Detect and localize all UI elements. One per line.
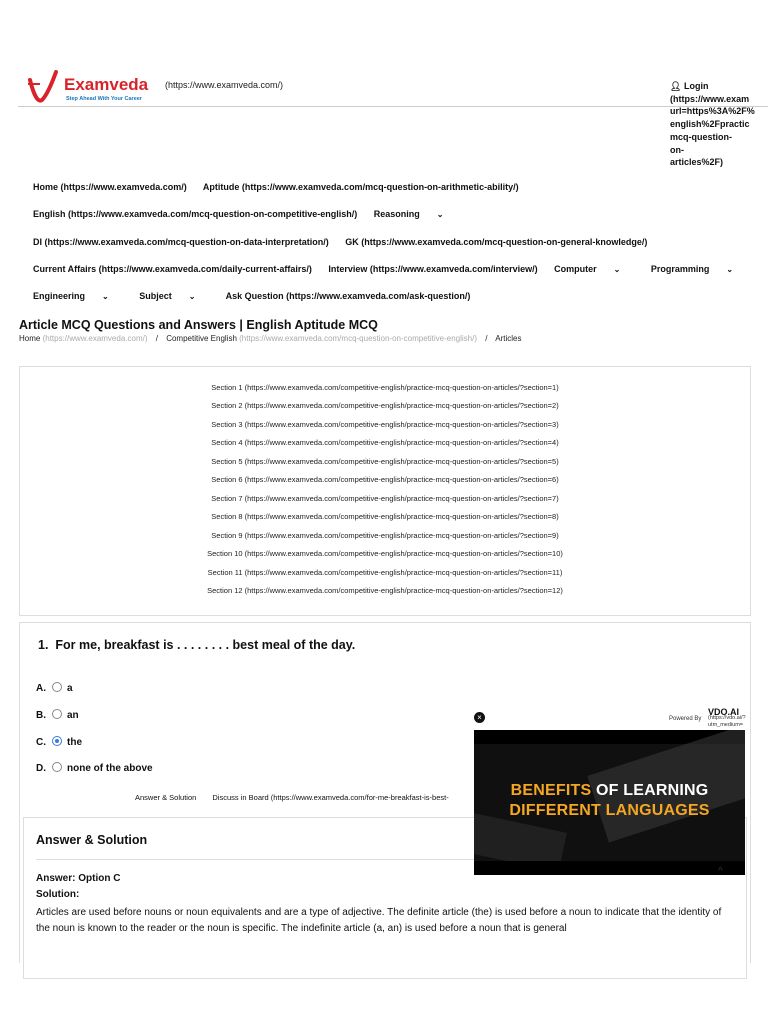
nav-item-home[interactable]: Home (https://www.examveda.com/) [33, 182, 187, 192]
login-url-line: (https://www.exam [670, 93, 750, 104]
section-link[interactable]: Section 1 (https://www.examveda.com/competitive-english/practice-mcq-question-on-articles/?section=1) [211, 383, 559, 392]
nav-item-gk[interactable]: GK (https://www.examveda.com/mcq-question-on-general-knowledge/) [345, 237, 648, 247]
solution-label: Solution: [36, 889, 80, 900]
option-letter: C. [36, 737, 46, 748]
question-actions [135, 793, 463, 802]
chevron-down-icon: ⌄ [726, 265, 734, 274]
question-text [38, 638, 355, 652]
chevron-down-icon: ⌄ [102, 292, 109, 301]
option-radio-selected[interactable] [52, 736, 62, 746]
ad-headline-highlight: BENEFITS [510, 782, 592, 799]
breadcrumb-category[interactable]: Competitive English [166, 334, 237, 343]
nav-item-computer[interactable] [554, 264, 634, 274]
answer-option: Answer: Option C [36, 873, 121, 884]
nav-item-programming[interactable] [651, 264, 747, 274]
nav-row [33, 237, 661, 247]
nav-row [33, 182, 533, 192]
nav-item-label: Computer [554, 264, 597, 274]
nav-item-english[interactable]: English (https://www.examveda.com/mcq-question-on-competitive-english/) [33, 209, 358, 219]
ad-collapse-icon[interactable]: ^ [718, 866, 723, 877]
ad-close-icon[interactable]: × [474, 712, 485, 723]
header-divider [18, 106, 768, 107]
nav-row [33, 264, 761, 274]
nav-item-label: Engineering [33, 291, 86, 301]
ad-headline-line1 [474, 782, 745, 800]
ad-headline-line2: DIFFERENT LANGUAGES [509, 802, 710, 819]
nav-item-subject[interactable] [139, 291, 209, 301]
logo-wordmark: Examveda [64, 75, 149, 94]
question-number: 1. [38, 638, 49, 652]
option-text: none of the above [67, 763, 153, 774]
option-radio[interactable] [52, 682, 62, 692]
chevron-down-icon: ⌄ [613, 265, 621, 274]
option-text: an [67, 710, 79, 721]
chevron-down-icon: ⌄ [436, 210, 444, 219]
logo-tagline: Step Ahead With Your Career [66, 96, 142, 102]
solution-text: Articles are used before nouns or noun equivalents and are a type of adjective. The definite article (the) is used before a noun to indicate that the identity of the noun is known to the reader or the noun is specific. The indefinite article (a, an) is used before a noun that is general [36, 907, 722, 934]
section-link[interactable]: Section 3 (https://www.examveda.com/competitive-english/practice-mcq-question-on-articles/?section=3) [211, 420, 559, 429]
login-url-line: on- [670, 144, 684, 155]
section-link[interactable]: Section 5 (https://www.examveda.com/competitive-english/practice-mcq-question-on-articles/?section=5) [211, 457, 559, 466]
examveda-logo[interactable] [26, 70, 166, 106]
breadcrumb-current: Articles [495, 334, 522, 343]
section-link[interactable]: Section 8 (https://www.examveda.com/competitive-english/practice-mcq-question-on-articles/?section=8) [211, 512, 559, 521]
user-icon: 👤︎ [670, 81, 682, 91]
ad-powered-by: Powered By [669, 716, 702, 722]
login-label: Login [683, 81, 709, 91]
nav-item-interview[interactable]: Interview (https://www.examveda.com/interview/) [328, 264, 538, 274]
nav-item-label: Subject [139, 291, 172, 301]
discuss-link[interactable]: Discuss in Board (https://www.examveda.com/for-me-breakfast-is-best- [212, 793, 449, 802]
nav-item-reasoning[interactable] [374, 209, 458, 219]
breadcrumb-home-url[interactable]: (https://www.examveda.com/) [42, 334, 148, 343]
nav-item-label: Programming [650, 264, 710, 274]
sections-panel [19, 366, 751, 616]
breadcrumb-home[interactable]: Home [19, 334, 41, 343]
option-text: the [67, 737, 82, 748]
login-link[interactable] [670, 80, 768, 169]
option-b[interactable] [36, 710, 79, 721]
logo-url-text[interactable]: (https://www.examveda.com/) [165, 80, 284, 90]
section-link[interactable]: Section 11 (https://www.examveda.com/competitive-english/practice-mcq-question-on-articles/?section=11) [207, 568, 563, 577]
nav-item-ask-question[interactable]: Ask Question (https://www.examveda.com/ask-question/) [225, 291, 471, 301]
section-link[interactable]: Section 6 (https://www.examveda.com/competitive-english/practice-mcq-question-on-articles/?section=6) [211, 475, 559, 484]
breadcrumb-category-url[interactable]: (https://www.examveda.com/mcq-question-on-competitive-english/) [239, 334, 478, 343]
nav-item-engineering[interactable] [33, 291, 123, 301]
nav-row [33, 209, 471, 219]
login-url-line: english%2Fpractic [670, 119, 750, 130]
section-link[interactable]: Section 9 (https://www.examveda.com/competitive-english/practice-mcq-question-on-articles/?section=9) [211, 531, 559, 540]
nav-row [33, 291, 484, 301]
question-body: For me, breakfast is . . . . . . . . best meal of the day. [55, 638, 356, 652]
login-url-line: articles%2F) [670, 157, 724, 168]
ad-video-player[interactable] [474, 730, 745, 875]
ad-headline-rest: OF LEARNING [591, 782, 709, 799]
ad-brand-url[interactable]: (https://vdo.ai/?utm_medium= [708, 715, 746, 728]
login-url-line: mcq-question- [670, 131, 732, 142]
option-text: a [67, 683, 73, 694]
nav-item-current-affairs[interactable]: Current Affairs (https://www.examveda.com/daily-current-affairs/) [33, 264, 312, 274]
option-letter: B. [36, 710, 46, 721]
section-link[interactable]: Section 2 (https://www.examveda.com/competitive-english/practice-mcq-question-on-articles/?section=2) [211, 401, 559, 410]
section-link[interactable]: Section 10 (https://www.examveda.com/competitive-english/practice-mcq-question-on-articles/?section=10) [207, 549, 563, 558]
answer-title: Answer & Solution [36, 833, 148, 847]
section-link[interactable]: Section 7 (https://www.examveda.com/competitive-english/practice-mcq-question-on-articles/?section=7) [211, 494, 559, 503]
breadcrumb [19, 334, 522, 343]
ad-video-bottombar [474, 861, 745, 875]
option-d[interactable] [36, 763, 153, 774]
nav-item-label: Reasoning [373, 209, 420, 219]
ad-brand[interactable]: VDO.AI [708, 707, 740, 717]
option-radio[interactable] [52, 762, 62, 772]
answer-solution-link[interactable]: Answer & Solution [135, 793, 197, 802]
chevron-down-icon: ⌄ [188, 292, 196, 301]
login-url-line: url=https%3A%2F% [670, 106, 755, 117]
nav-item-di[interactable]: DI (https://www.examveda.com/mcq-question-on-data-interpretation/) [33, 237, 329, 247]
section-link[interactable]: Section 4 (https://www.examveda.com/competitive-english/practice-mcq-question-on-articles/?section=4) [211, 438, 559, 447]
option-radio[interactable] [52, 709, 62, 719]
option-letter: A. [36, 683, 46, 694]
page-title: Article MCQ Questions and Answers | English Aptitude MCQ [19, 318, 378, 332]
option-letter: D. [36, 763, 46, 774]
option-c[interactable] [36, 737, 82, 748]
nav-item-aptitude[interactable]: Aptitude (https://www.examveda.com/mcq-question-on-arithmetic-ability/) [202, 182, 519, 192]
breadcrumb-separator: / [155, 334, 158, 343]
breadcrumb-separator: / [485, 334, 488, 343]
option-a[interactable] [36, 683, 73, 694]
section-link[interactable]: Section 12 (https://www.examveda.com/competitive-english/practice-mcq-question-on-articles/?section=12) [207, 586, 563, 595]
